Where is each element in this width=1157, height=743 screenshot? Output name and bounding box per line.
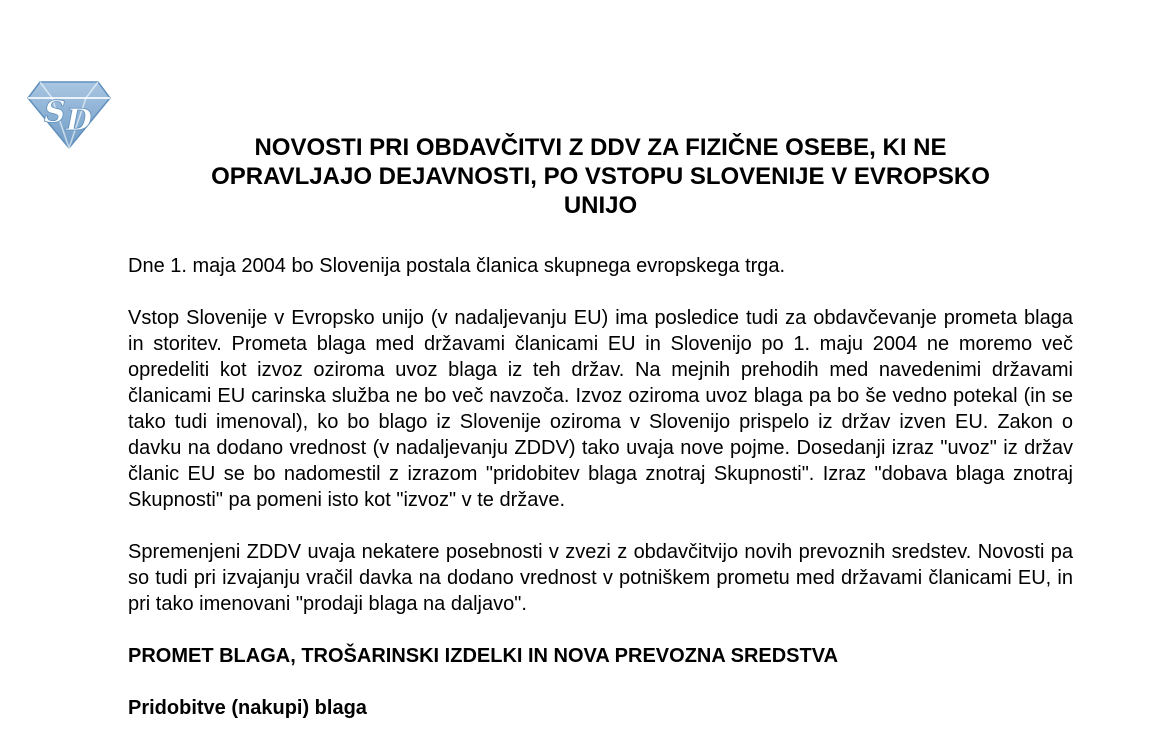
paragraph-intro: Dne 1. maja 2004 bo Slovenija postala članica skupnega evropskega trga. xyxy=(128,255,786,277)
subheading: Pridobitve (nakupi) blaga xyxy=(128,697,367,719)
document-page xyxy=(128,133,1073,721)
sd-logo xyxy=(26,78,112,150)
sd-diamond-logo-icon xyxy=(26,78,112,150)
svg-text:S: S xyxy=(44,95,66,130)
svg-text:D: D xyxy=(66,103,93,138)
paragraph-eu-entry: Vstop Slovenije v Evropsko unijo (v nadaljevanju EU) ima posledice tudi za obdavčevanje prometa blaga in storitev. Prometa blaga med državami članicami EU in Slovenijo po 1. maju 2004 ne moremo več opredeliti kot izvoz oziroma uvoz blaga iz teh držav. Na mejnih prehodih med navedenimi državami članicami EU carinska služba ne bo več navzoča. Izvoz oziroma uvoz blaga pa bo še vedno potekal (in se tako tudi imenoval), ko bo blago iz Slovenije oziroma v Slovenijo prispelo iz držav izven EU. Zakon o davku na dodano vrednost (v nadaljevanju ZDDV) tako uvaja nove pojme. Dosedanji izraz "uvoz" iz držav članic EU se bo nadomestil z izrazom "pridobitev blaga znotraj Skupnosti". Izraz "dobava blaga znotraj Skupnosti" pa pomeni isto kot "izvoz" v te države. xyxy=(128,307,1073,511)
section-heading: PROMET BLAGA, TROŠARINSKI IZDELKI IN NOVA PREVOZNA SREDSTVA xyxy=(128,645,839,667)
paragraph-zddv-changes: Spremenjeni ZDDV uvaja nekatere posebnosti v zvezi z obdavčitvijo novih prevoznih sredstev. Novosti pa so tudi pri izvajanju vračil davka na dodano vrednost v potniškem prometu med državami članicami EU, in pri tako imenovani "prodaji blaga na daljavo". xyxy=(128,541,1073,615)
document-title: NOVOSTI PRI OBDAVČITVI Z DDV ZA FIZIČNE OSEBE, KI NE OPRAVLJAJO DEJAVNOSTI, PO VSTOPU SLOVENIJE V EVROPSKO UNIJO xyxy=(211,134,990,219)
